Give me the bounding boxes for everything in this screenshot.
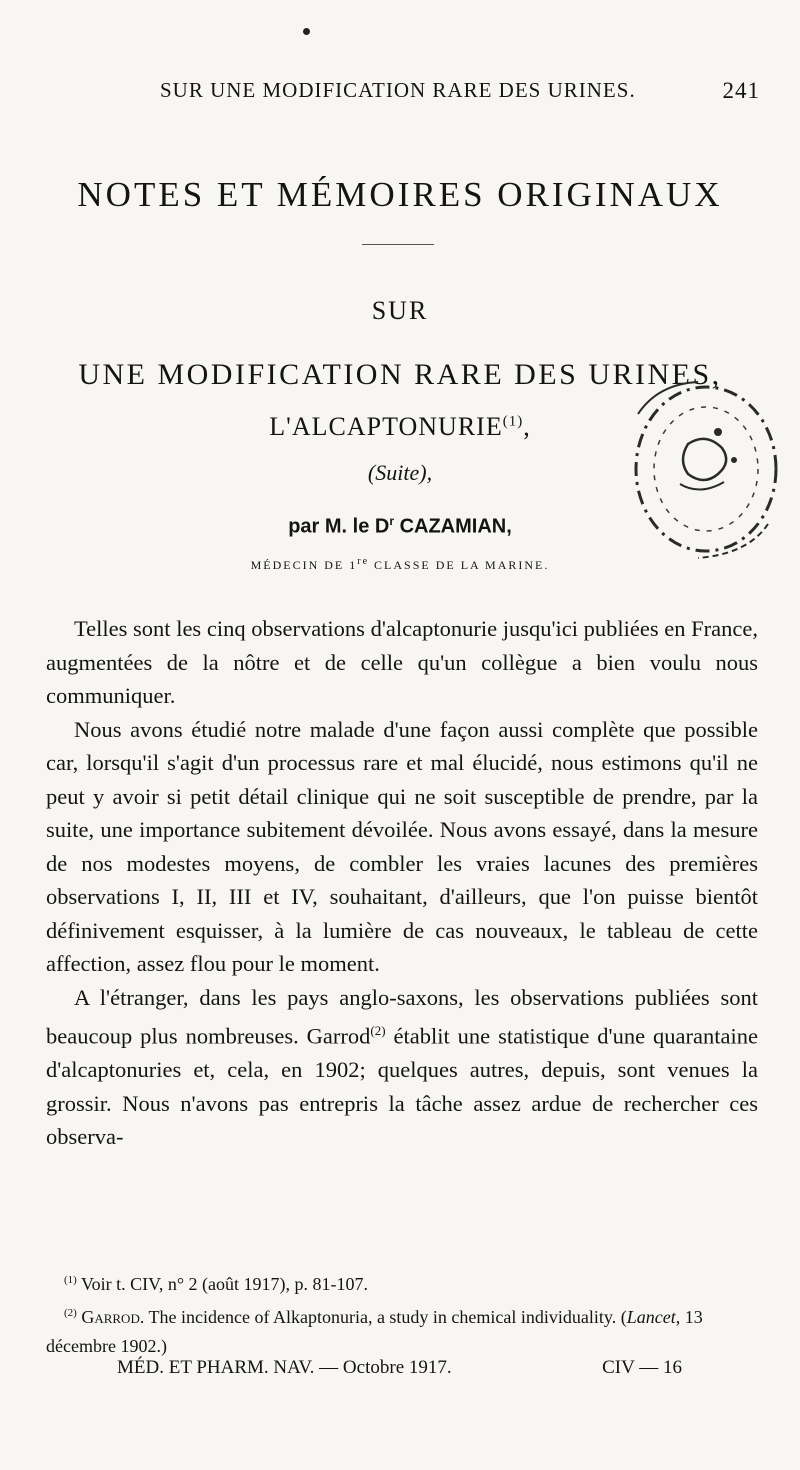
section-title: NOTES ET MÉMOIRES ORIGINAUX — [77, 175, 723, 214]
footnotes — [46, 1266, 758, 1361]
title-divider — [362, 244, 434, 245]
suite-label: (Suite), — [367, 460, 433, 485]
author-name: CAZAMIAN, — [399, 515, 512, 538]
running-head-title: SUR UNE MODIFICATION RARE DES URINES. — [160, 78, 636, 102]
footnote-1 — [46, 1266, 758, 1299]
ink-dot — [303, 28, 310, 35]
affiliation-sup: re — [357, 556, 370, 567]
footnote-ref-2: (2) — [370, 1023, 386, 1038]
paragraph-2: Nous avons étudié notre malade d'une façon aussi complète que possible car, lorsqu'il s'agit d'un processus rare et mal élucidé, nous estimons qu'il ne peut y avoir si petit détail clinique qui ne soit susceptible de prendre, par la suite, une importance subitement dévoilée. Nous avons essayé, dans la mesure de nos modestes moyens, de combler les vraies lacunes des premières observations I, II, III et IV, souhaitant, d'ailleurs, que l'on puisse bientôt définivement esquisser, à la lumière de cas nouveaux, le tableau de cette affection, assez flou pour le moment. — [46, 716, 758, 976]
footnote-1-mark: (1) — [64, 1274, 77, 1286]
subtitle-text: L'ALCAPTONURIE — [269, 412, 503, 441]
affiliation-prefix: MÉDECIN DE 1 — [250, 558, 358, 572]
article-title: UNE MODIFICATION RARE DES URINES, — [78, 358, 722, 391]
author-prefix: par M. le D — [288, 515, 390, 538]
paragraph-3-start: A l'étranger, dans les pays anglo-saxons, les observations publiées sont beaucoup plus nombreuses. Garrod — [46, 984, 758, 1049]
author-title-sup: r — [389, 514, 395, 528]
body-text — [46, 612, 758, 1154]
library-stamp-icon — [618, 374, 788, 564]
footnote-2-mark: (2) — [64, 1307, 77, 1319]
footer-journal: MÉD. ET PHARM. NAV. — Octobre 1917. — [117, 1357, 452, 1378]
footer-signature: CIV — 16 — [602, 1357, 682, 1378]
footnote-2-end: , 13 décembre 1902.) — [46, 1307, 703, 1356]
paragraph-1: Telles sont les cinq observations d'alcaptonurie jusqu'ici publiées en France, augmentées de la nôtre et de celle qu'un collègue a bien voulu nous communiquer. — [46, 616, 758, 708]
footnote-1-text: Voir t. CIV, n° 2 (août 1917), p. 81-107. — [76, 1274, 369, 1294]
footnote-2-text: The incidence of Alkaptonuria, a study in chemical individuality. ( — [144, 1307, 627, 1327]
footnote-2 — [46, 1299, 758, 1361]
paragraph-3 — [46, 981, 758, 1154]
footnote-ref-1: (1) — [502, 413, 524, 430]
subtitle-comma: , — [523, 412, 531, 441]
paragraph-3-end: établit une statistique d'une quarantaine d'alcaptonuries et, cela, en 1902; quelques autres, depuis, sont venues la grossir. Nous n'avons pas entrepris la tâche assez ardue de rechercher ces observa- — [46, 1023, 758, 1149]
footnote-2-journal: Lancet — [626, 1307, 676, 1327]
article-title-sur: SUR — [371, 296, 429, 325]
affiliation-rest: CLASSE DE LA MARINE. — [374, 558, 550, 572]
page-number: 241 — [722, 78, 760, 103]
footnote-2-author: Garrod. — [76, 1307, 145, 1327]
